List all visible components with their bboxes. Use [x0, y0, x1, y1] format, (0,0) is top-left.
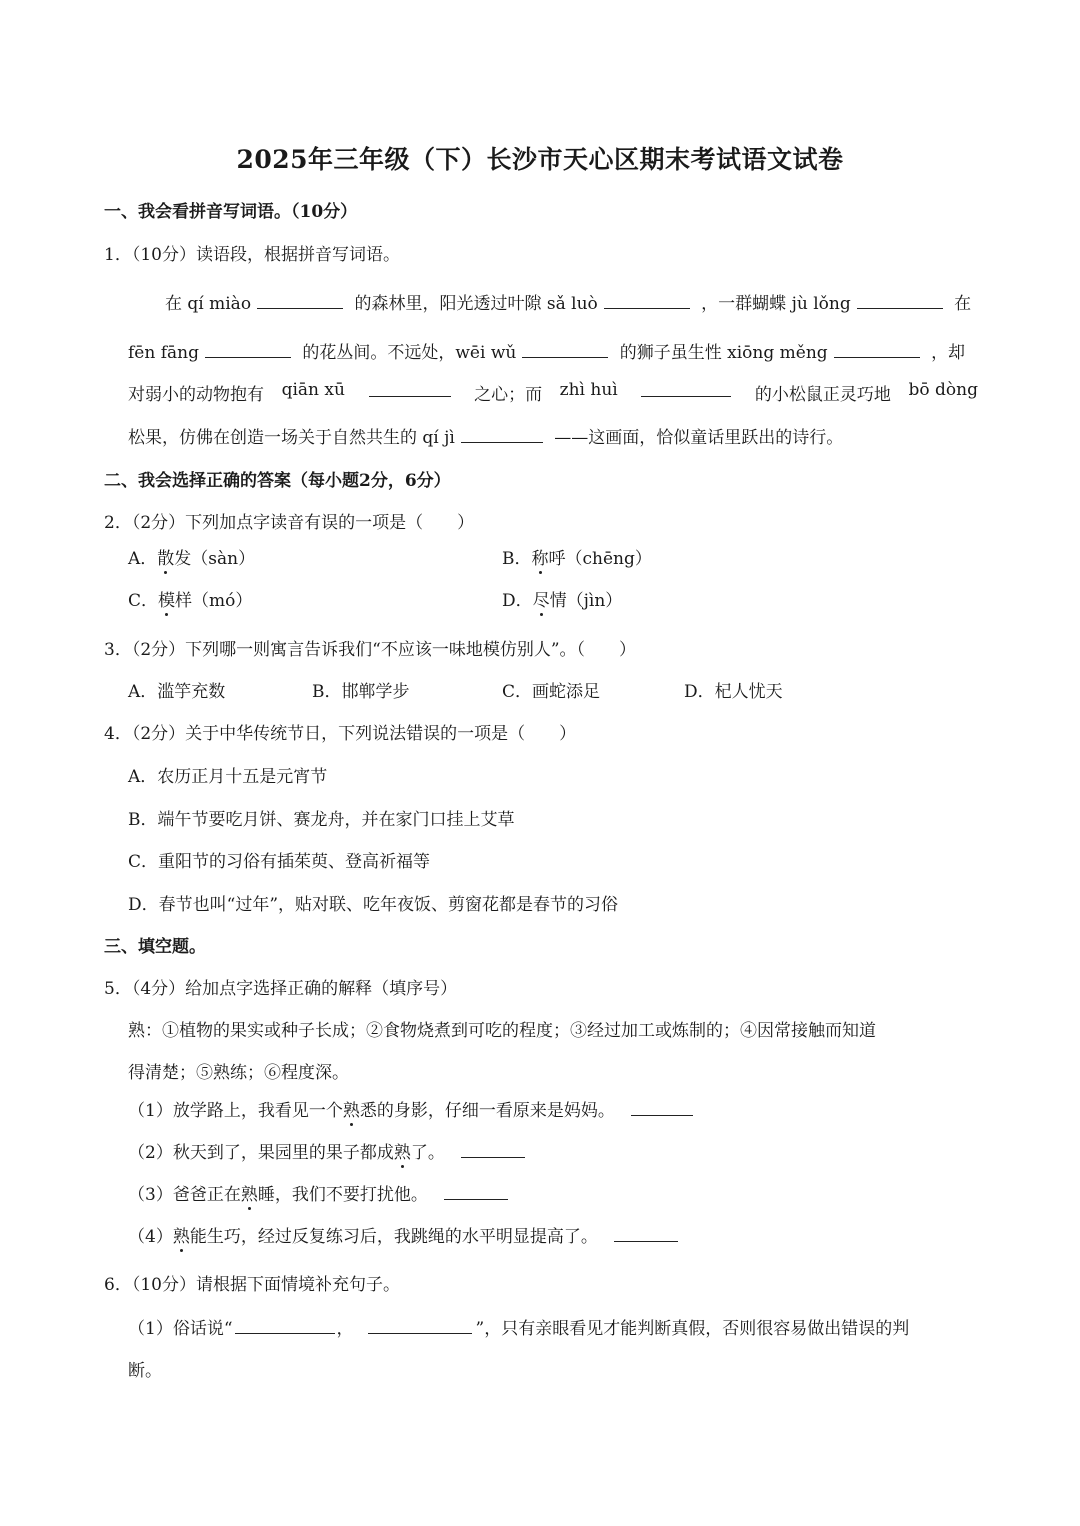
- answer-blank[interactable]: [205, 341, 291, 358]
- q5-sentence-1: （1）放学路上，我看见一个熟悉的身影，仔细一看原来是妈妈。: [128, 1096, 699, 1121]
- q5-sentence-3: （3）爸爸正在熟睡，我们不要打扰他。: [128, 1180, 514, 1205]
- answer-blank[interactable]: [857, 292, 943, 309]
- answer-blank[interactable]: [235, 1317, 335, 1334]
- q1-line-2: fēn fāng 的花丛间。不远处，wēi wǔ 的狮子虽生性 xiōng měng ，却: [128, 343, 966, 363]
- q6-sentence-1: （1）俗话说“ ， ”，只有亲眼看见才能判断真假，否则很容易做出错误的判: [128, 1319, 910, 1339]
- q2-option-a[interactable]: A．散发（sàn）: [128, 544, 255, 569]
- q4-option-a[interactable]: A．农历正月十五是元宵节: [128, 767, 328, 787]
- section-2-heading: 二、我会选择正确的答案（每小题2分，6分）: [104, 471, 451, 491]
- answer-blank[interactable]: [641, 380, 731, 397]
- q5-sentence-4: （4）熟能生巧，经过反复练习后，我跳绳的水平明显提高了。: [128, 1222, 684, 1247]
- answer-blank[interactable]: [461, 1141, 525, 1158]
- q1-line-1: 在 qí miào 的森林里，阳光透过叶隙 sǎ luò ，一群蝴蝶 jù lǒng 在: [165, 294, 972, 314]
- q3-option-d[interactable]: D．杞人忧天: [684, 682, 783, 702]
- question-3-stem: 3．（2分）下列哪一则寓言告诉我们“不应该一味地模仿别人”。（ ）: [104, 640, 637, 660]
- q5-definitions-line-2: 得清楚；⑤熟练；⑥程度深。: [128, 1063, 349, 1083]
- question-6-stem: 6．（10分）请根据下面情境补充句子。: [104, 1275, 400, 1295]
- answer-blank[interactable]: [369, 380, 451, 397]
- question-5-stem: 5．（4分）给加点字选择正确的解释（填序号）: [104, 979, 458, 999]
- answer-blank[interactable]: [522, 341, 608, 358]
- q4-option-d[interactable]: D．春节也叫“过年”，贴对联、吃年夜饭、剪窗花都是春节的习俗: [128, 895, 619, 915]
- q6-sentence-1-continued: 断。: [128, 1361, 162, 1381]
- question-1-stem: 1．（10分）读语段，根据拼音写词语。: [104, 245, 400, 265]
- answer-blank[interactable]: [444, 1183, 508, 1200]
- q3-option-c[interactable]: C．画蛇添足: [502, 682, 601, 702]
- q2-option-d[interactable]: D．尽情（jìn）: [502, 586, 622, 611]
- answer-blank[interactable]: [461, 426, 543, 443]
- q4-option-b[interactable]: B．端午节要吃月饼、赛龙舟，并在家门口挂上艾草: [128, 810, 515, 830]
- q4-option-c[interactable]: C．重阳节的习俗有插茱萸、登高祈福等: [128, 852, 431, 872]
- q3-option-b[interactable]: B．邯郸学步: [312, 682, 410, 702]
- section-3-heading: 三、填空题。: [104, 937, 206, 957]
- q2-option-b[interactable]: B．称呼（chēng）: [502, 544, 652, 569]
- answer-blank[interactable]: [834, 341, 920, 358]
- answer-blank[interactable]: [368, 1317, 472, 1334]
- answer-blank[interactable]: [614, 1225, 678, 1242]
- answer-blank[interactable]: [257, 292, 343, 309]
- q2-option-c[interactable]: C．模样（mó）: [128, 586, 252, 611]
- section-1-heading: 一、我会看拼音写词语。（10分）: [104, 202, 358, 222]
- q1-line-4: 松果，仿佛在创造一场关于自然共生的 qí jì ——这画面，恰似童话里跃出的诗行。: [128, 428, 844, 448]
- answer-blank[interactable]: [631, 1099, 693, 1116]
- page-title: 2025年三年级（下）长沙市天心区期末考试语文试卷: [236, 145, 844, 174]
- q1-line-3: 对弱小的动物抱有 qiān xū 之心；而 zhì huì 的小松鼠正灵巧地 bō dòng: [128, 380, 978, 405]
- question-4-stem: 4．（2分）关于中华传统节日，下列说法错误的一项是（ ）: [104, 724, 577, 744]
- q5-definitions-line-1: 熟：①植物的果实或种子长成；②食物烧煮到可吃的程度；③经过加工或炼制的；④因常接触而知道: [128, 1021, 876, 1041]
- q3-option-a[interactable]: A．滥竽充数: [128, 682, 226, 702]
- question-2-stem: 2．（2分）下列加点字读音有误的一项是（ ）: [104, 513, 475, 533]
- q5-sentence-2: （2）秋天到了，果园里的果子都成熟了。: [128, 1138, 531, 1163]
- answer-blank[interactable]: [604, 292, 690, 309]
